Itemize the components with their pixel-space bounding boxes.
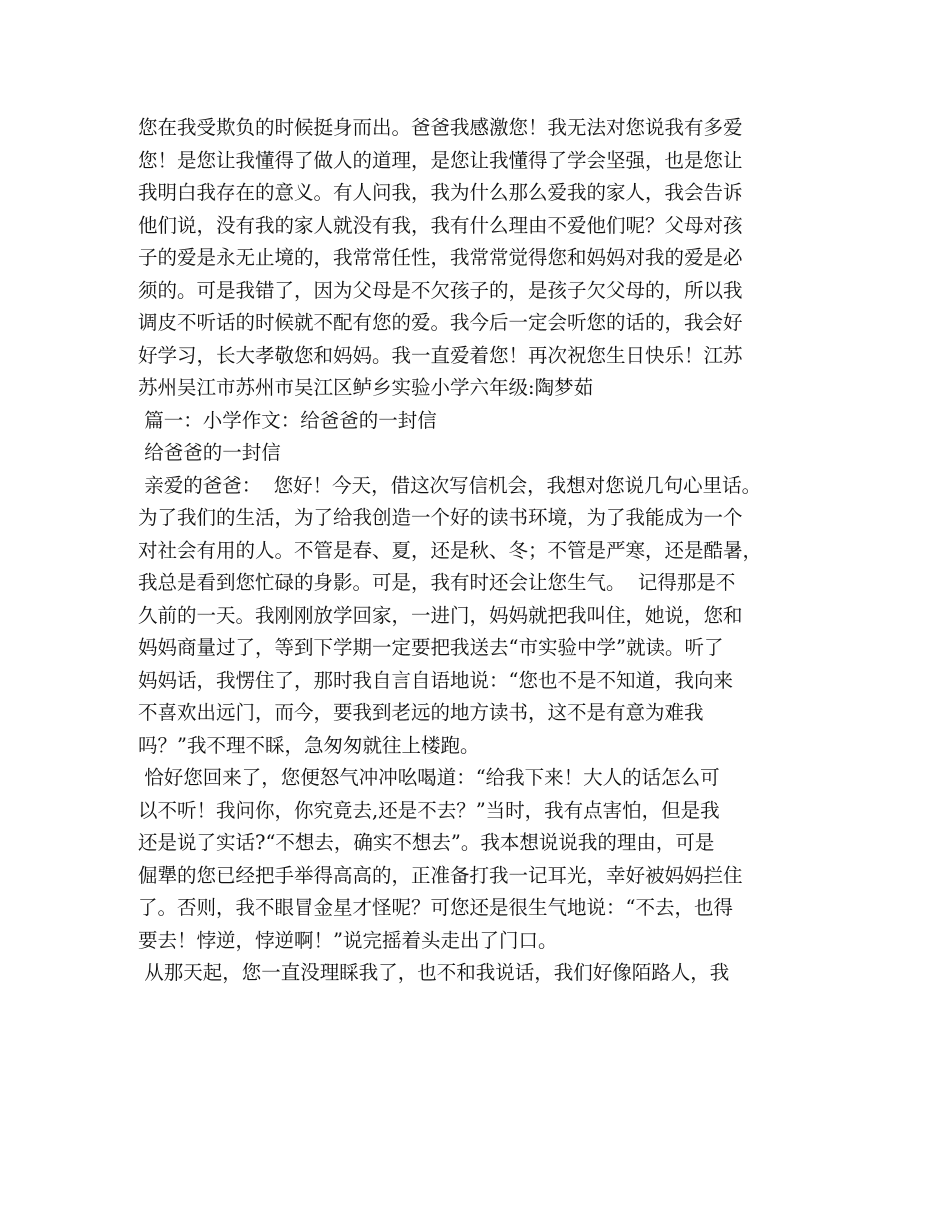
text-line: 了。否则，我不眼冒金星才怪呢？可您还是很生气地说：“不去，也得 (138, 896, 733, 919)
text-line: 我明白我存在的意义。有人问我，我为什么那么爱我的家人，我会告诉 (138, 181, 743, 204)
text-line: 要去！悖逆，悖逆啊！”说完摇着头走出了门口。 (138, 928, 558, 952)
text-line: 子的爱是永无止境的，我常常任性，我常常觉得您和妈妈对我的爱是必 (138, 246, 743, 269)
text-line: 妈妈商量过了，等到下学期一定要把我送去“市实验中学”就读。听了 (138, 636, 724, 659)
text-line: 他们说，没有我的家人就没有我，我有什么理由不爱他们呢？父母对孩 (138, 213, 743, 237)
text-line: 妈妈话，我愣住了，那时我自言自语地说：“您也不是不知道，我向来 (138, 668, 733, 692)
text-line: 苏州吴江市苏州市吴江区鲈乡实验小学六年级:陶梦茹 (138, 376, 594, 399)
text-line: 久前的一天。我刚刚放学回家，一进门，妈妈就把我叫住，她说，您和 (138, 603, 743, 627)
text-line: 吗？”我不理不睬，急匆匆就往上楼跑。 (138, 733, 480, 757)
text-line: 调皮不听话的时候就不配有您的爱。我今后一定会听您的话的，我会好 (138, 311, 743, 334)
text-line: 恰好您回来了，您便怒气冲冲吆喝道：“给我下来！大人的话怎么可 (138, 766, 720, 789)
text-line: 为了我们的生活，为了给我创造一个好的读书环境，为了我能成为一个 (138, 506, 743, 529)
text-line: 我总是看到您忙碌的身影。可是，我有时还会让您生气。 记得那是不 (138, 571, 736, 594)
text-line: 须的。可是我错了，因为父母是不欠孩子的，是孩子欠父母的，所以我 (138, 278, 743, 302)
section-heading: 篇一：小学作文：给爸爸的一封信 (138, 408, 437, 432)
text-line: 还是说了实话?“不想去，确实不想去”。我本想说说我的理由，可是 (138, 831, 715, 854)
letter-title: 给爸爸的一封信 (138, 441, 281, 464)
text-line: 从那天起，您一直没理睬我了，也不和我说话，我们好像陌路人，我 (138, 961, 730, 984)
text-line: 好学习，长大孝敬您和妈妈。我一直爱着您！再次祝您生日快乐！江苏 (138, 343, 743, 367)
text-line: 倔犟的您已经把手举得高高的，正准备打我一记耳光，幸好被妈妈拦住 (138, 863, 743, 887)
text-line: 以不听！我问你，你究竟去,还是不去？”当时，我有点害怕，但是我 (138, 798, 720, 822)
text-line: 您！是您让我懂得了做人的道理，是您让我懂得了学会坚强，也是您让 (138, 148, 743, 172)
body-text (138, 112, 818, 990)
letter-salutation: 亲爱的爸爸： 您好！今天，借这次写信机会，我想对您说几句心里话。 (138, 473, 762, 497)
text-line: 对社会有用的人。不管是春、夏，还是秋、冬；不管是严寒，还是酷暑， (138, 538, 763, 562)
text-line: 不喜欢出远门，而今，要我到老远的地方读书，这不是有意为难我 (138, 701, 704, 724)
text-line: 您在我受欺负的时候挺身而出。爸爸我感激您！我无法对您说我有多爱 (138, 116, 743, 139)
